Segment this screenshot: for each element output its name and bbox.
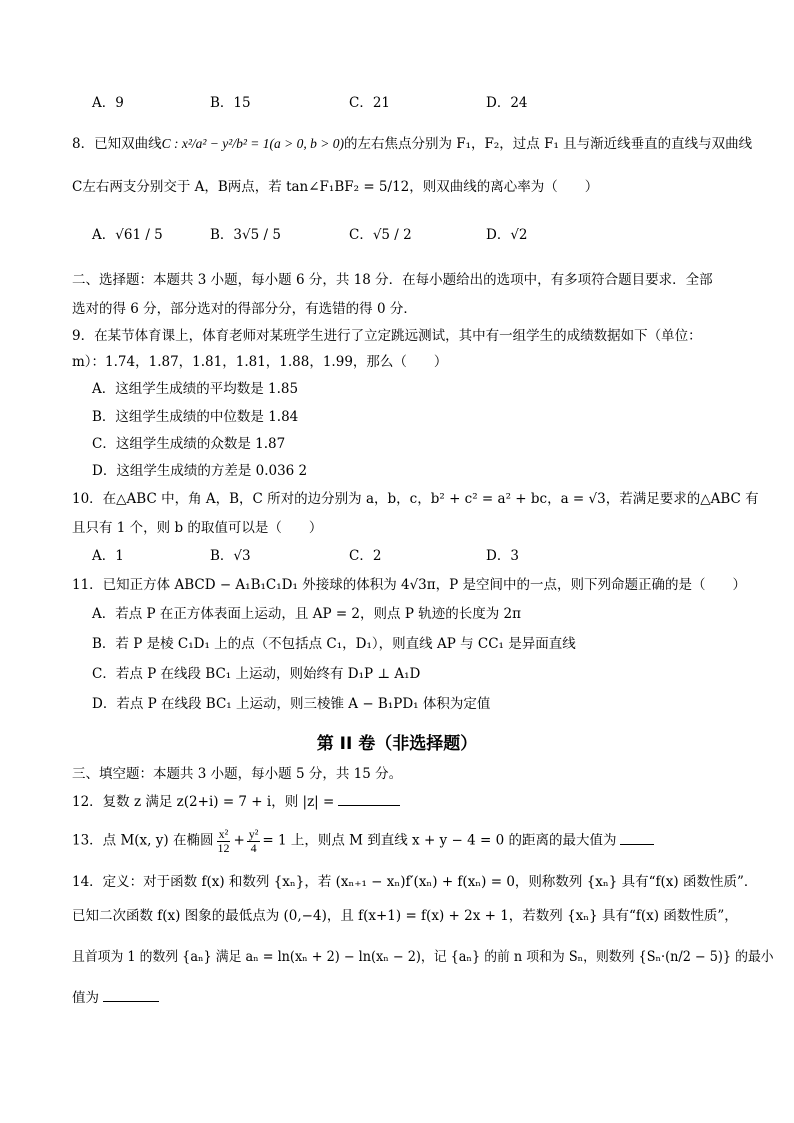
- q9-option-d: D．这组学生成绩的方差是 0.036 2: [92, 463, 308, 479]
- q10-line2: 且只有 1 个，则 b 的取值可以是（ ）: [72, 520, 323, 536]
- q8-option-c: C．√5 / 2: [349, 227, 412, 243]
- q8-line1-eq: C : x²/a² − y²/b² = 1(a > 0, b > 0): [161, 136, 344, 151]
- q13-fraction-1: [215, 828, 231, 854]
- q11-line1: 11．已知正方体 ABCD − A₁B₁C₁D₁ 外接球的体积为 4√3π，P 是空间中的一点，则下列命题正确的是（ ）: [72, 577, 747, 593]
- q10-option-a: A．1: [92, 548, 124, 564]
- q7-option-a: A．9: [92, 95, 124, 111]
- q14-line4: [72, 992, 159, 1006]
- q8-line1: [72, 137, 752, 152]
- q8-option-d: D．√2: [486, 227, 528, 243]
- q11-option-b: B．若 P 是棱 C₁D₁ 上的点（不包括点 C₁，D₁），则直线 AP 与 CC₁ 是异面直线: [92, 636, 576, 652]
- q9-line1: 9．在某节体育课上，体育老师对某班学生进行了立定跳远测试，其中有一组学生的成绩数据如下（单位：: [72, 328, 702, 344]
- q13-line: 13．点 M(x, y) 在椭圆 $\frac{\text{x²}}{12}$ + $\frac{\text{y²}}{4}$ = 1 上，则点 M 到直线 x + y − 4 = 0 的距离的最大值为: [72, 828, 654, 854]
- q7-option-d: D．24: [486, 95, 528, 111]
- q7-option-c: C．21: [349, 95, 391, 111]
- q13-answer-blank[interactable]: [620, 843, 654, 845]
- q14-line2: 已知二次函数 f(x) 图象的最低点为 (0,−4)，且 f(x+1) = f(x) + 2x + 1，若数列 {xₙ} 具有“f(x) 函数性质”，: [72, 908, 738, 924]
- q8-option-a: A．√61 / 5: [92, 227, 163, 243]
- q11-option-d: D．若点 P 在线段 BC₁ 上运动，则三棱锥 A − B₁PD₁ 体积为定值: [92, 696, 491, 712]
- q8-line1-post: 的左右焦点分别为 F₁，F₂，过点 F₁ 且与渐近线垂直的直线与双曲线: [343, 136, 753, 152]
- q13-frac2-numerator: y²: [248, 827, 259, 841]
- q8-option-b: B．3√5 / 5: [210, 227, 281, 243]
- q10-option-c: C．2: [349, 548, 382, 564]
- q9-option-c: C．这组学生成绩的众数是 1.87: [92, 436, 286, 452]
- q13-frac1-denominator: 12: [217, 840, 230, 855]
- q13-post: = 1 上，则点 M 到直线 x + y − 4 = 0 的距离的最大值为: [262, 832, 617, 849]
- q12-text: 12．复数 z 满足 z(2+i) = 7 + i，则 |z| =: [72, 794, 335, 810]
- q14-line3: 且首项为 1 的数列 {aₙ} 满足 aₙ = ln(xₙ + 2) − ln(xₙ − 2)，记 {aₙ} 的前 n 项和为 Sₙ，则数列 {Sₙ·(n/2 − 5)} 的最小: [72, 949, 774, 965]
- q9-option-b: B．这组学生成绩的中位数是 1.84: [92, 409, 299, 425]
- q9-line2: m）：1.74，1.87，1.81，1.81，1.88，1.99，那么（ ）: [72, 354, 448, 370]
- section3-heading: 三、填空题：本题共 3 小题，每小题 5 分，共 15 分。: [72, 766, 403, 782]
- section2-line1: 二、选择题：本题共 3 小题，每小题 6 分，共 18 分．在每小题给出的选项中，有多项符合题目要求．全部: [72, 272, 713, 288]
- q12-answer-blank[interactable]: [338, 804, 400, 806]
- q8-line1-pre: 8．已知双曲线: [72, 136, 162, 152]
- q13-fraction-2: [247, 828, 261, 854]
- q14-answer-blank[interactable]: [103, 1000, 159, 1002]
- q14-line1: 14．定义：对于函数 f(x) 和数列 {xₙ}，若 (xₙ₊₁ − xₙ)f′(xₙ) + f(xₙ) = 0，则称数列 {xₙ} 具有“f(x) 函数性质”．: [72, 874, 758, 890]
- q8-line2: C左右两支分别交于 A，B两点，若 tan∠F₁BF₂ = 5/12，则双曲线的离心率为（ ）: [72, 179, 599, 195]
- q11-option-a: A．若点 P 在正方体表面上运动，且 AP = 2，则点 P 轨迹的长度为 2π: [92, 606, 521, 622]
- part2-title: 第 II 卷（非选择题）: [316, 734, 478, 754]
- section2-line2: 选对的得 6 分，部分选对的得部分分，有选错的得 0 分．: [72, 301, 417, 317]
- q7-option-b: B．15: [210, 95, 251, 111]
- q11-option-c: C．若点 P 在线段 BC₁ 上运动，则始终有 D₁P ⊥ A₁D: [92, 666, 421, 682]
- q10-option-d: D．3: [486, 548, 519, 564]
- q12-line: [72, 796, 400, 810]
- q9-option-a: A．这组学生成绩的平均数是 1.85: [92, 381, 299, 397]
- q14-line4-text: 值为: [72, 990, 99, 1006]
- q10-line1: 10．在△ABC 中，角 A，B，C 所对的边分别为 a，b，c，b² + c² = a² + bc，a = √3，若满足要求的△ABC 有: [72, 491, 759, 507]
- q10-option-b: B．√3: [210, 548, 251, 564]
- q13-frac1-numerator: x²: [218, 827, 229, 841]
- q13-pre: 13．点 M(x, y) 在椭圆: [72, 832, 214, 849]
- q13-frac2-denominator: 4: [250, 840, 257, 855]
